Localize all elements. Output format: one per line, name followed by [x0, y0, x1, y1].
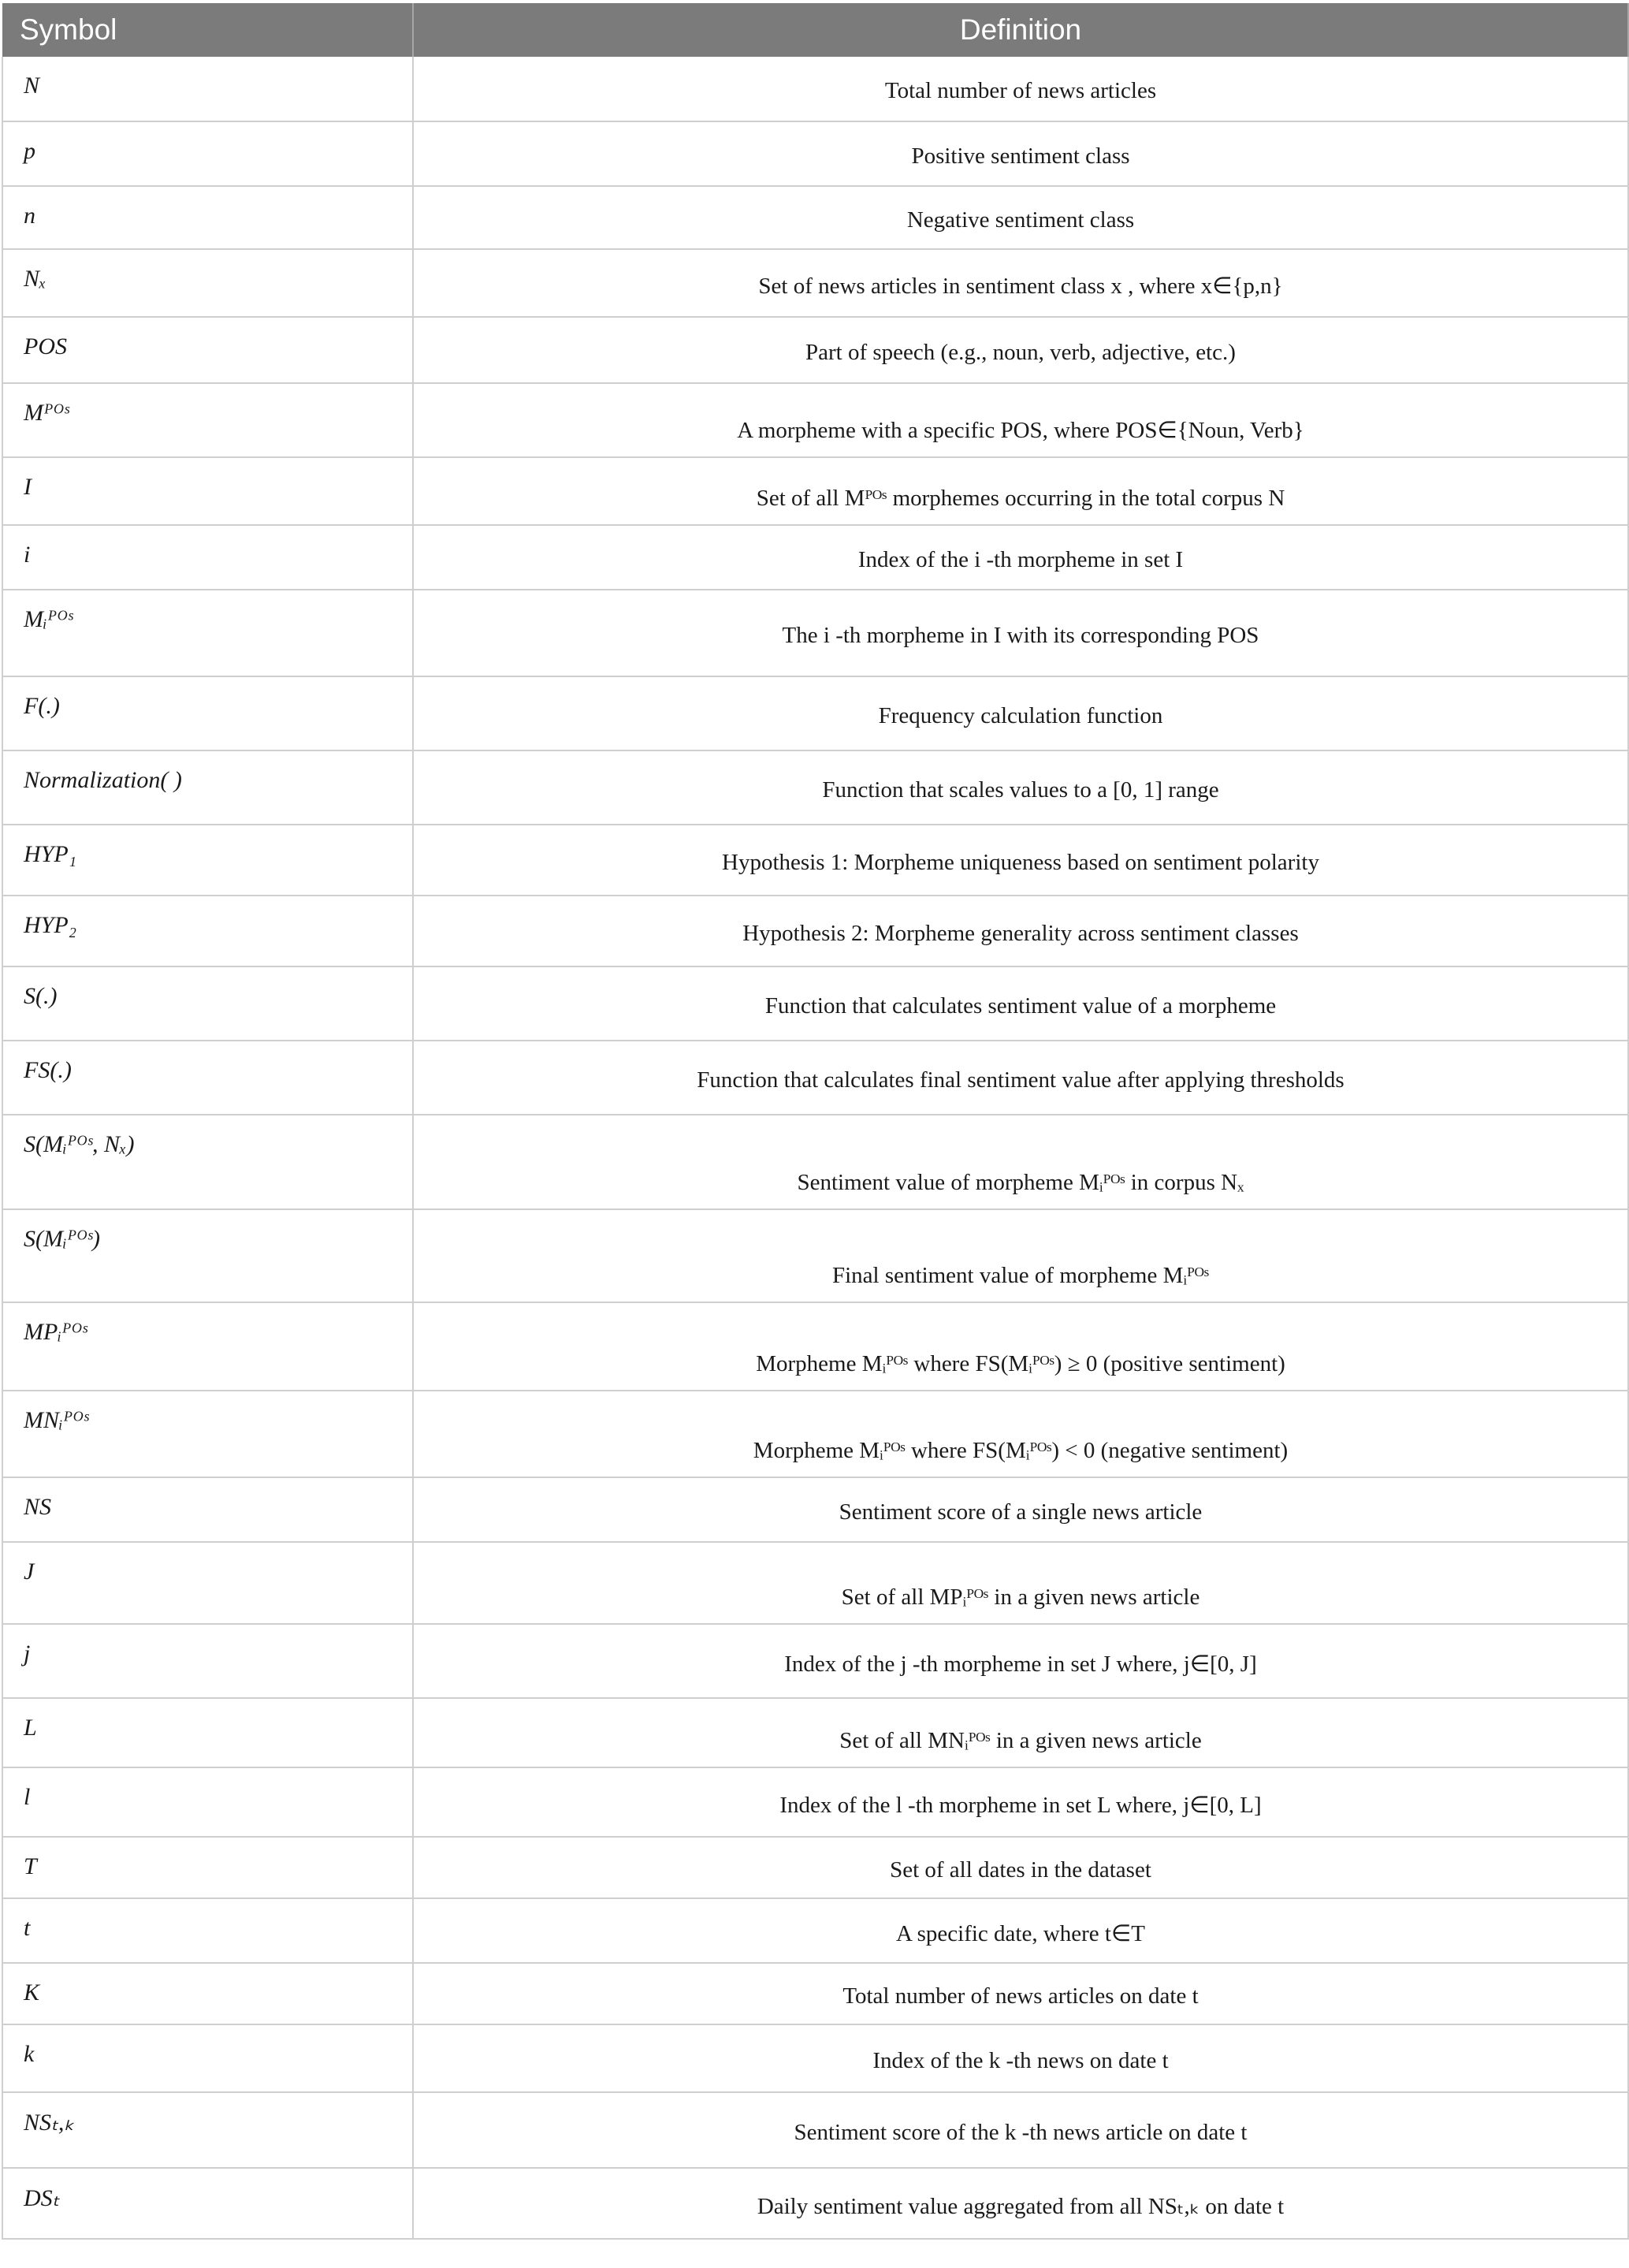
definition-cell: Negative sentiment class	[413, 186, 1628, 249]
definition-cell: Index of the j -th morpheme in set J where, j∈[0, J]	[413, 1624, 1628, 1698]
symbol-cell: Normalization( )	[2, 750, 413, 825]
definition-cell: Set of all Mᴾᴼˢ morphemes occurring in the total corpus N	[413, 457, 1628, 525]
symbol-cell: p	[2, 121, 413, 186]
definition-cell: Index of the i -th morpheme in set I	[413, 525, 1628, 590]
symbol-definition-table	[2, 3, 1629, 2240]
table-row	[2, 1698, 1628, 1767]
definition-cell: Set of all dates in the dataset	[413, 1837, 1628, 1898]
symbol-cell: S(Mᵢᴾᴼˢ, Nₓ)	[2, 1115, 413, 1209]
definition-cell: Morpheme Mᵢᴾᴼˢ where FS(Mᵢᴾᴼˢ) < 0 (negative sentiment)	[413, 1391, 1628, 1477]
definition-cell: A morpheme with a specific POS, where POS∈{Noun, Verb}	[413, 383, 1628, 457]
definition-cell: Set of all MNᵢᴾᴼˢ in a given news article	[413, 1698, 1628, 1767]
table-row	[2, 121, 1628, 186]
table-row	[2, 676, 1628, 750]
table-row	[2, 525, 1628, 590]
symbol-cell: t	[2, 1898, 413, 1963]
table-row	[2, 57, 1628, 121]
definition-cell: The i -th morpheme in I with its corresponding POS	[413, 590, 1628, 676]
definition-cell: Positive sentiment class	[413, 121, 1628, 186]
definition-cell: Sentiment score of the k -th news article on date t	[413, 2092, 1628, 2168]
symbol-cell: POS	[2, 317, 413, 383]
table-row	[2, 1837, 1628, 1898]
table-row	[2, 186, 1628, 249]
symbol-cell: I	[2, 457, 413, 525]
symbol-cell: FS(.)	[2, 1041, 413, 1115]
table-row	[2, 1209, 1628, 1302]
table-row	[2, 966, 1628, 1041]
definition-cell: Function that calculates sentiment value of a morpheme	[413, 966, 1628, 1041]
symbol-cell: NSₜ,ₖ	[2, 2092, 413, 2168]
table-body	[2, 57, 1628, 2239]
header-definition: Definition	[413, 3, 1628, 57]
table-row	[2, 1041, 1628, 1115]
definition-cell: Hypothesis 2: Morpheme generality across sentiment classes	[413, 896, 1628, 966]
definition-cell: Final sentiment value of morpheme Mᵢᴾᴼˢ	[413, 1209, 1628, 1302]
symbol-cell: k	[2, 2024, 413, 2092]
table-row	[2, 1391, 1628, 1477]
symbol-cell: J	[2, 1542, 413, 1624]
definition-cell: Hypothesis 1: Morpheme uniqueness based on sentiment polarity	[413, 825, 1628, 896]
table-row	[2, 1477, 1628, 1542]
table-row	[2, 1302, 1628, 1391]
definition-cell: Index of the k -th news on date t	[413, 2024, 1628, 2092]
symbol-cell: Nₓ	[2, 249, 413, 317]
definition-cell: Morpheme Mᵢᴾᴼˢ where FS(Mᵢᴾᴼˢ) ≥ 0 (positive sentiment)	[413, 1302, 1628, 1391]
table-row	[2, 750, 1628, 825]
symbol-cell: l	[2, 1767, 413, 1837]
table-row	[2, 1115, 1628, 1209]
symbol-cell: S(Mᵢᴾᴼˢ)	[2, 1209, 413, 1302]
table-row	[2, 317, 1628, 383]
definition-cell: Sentiment value of morpheme Mᵢᴾᴼˢ in corpus Nₓ	[413, 1115, 1628, 1209]
symbol-cell: n	[2, 186, 413, 249]
table-row	[2, 1898, 1628, 1963]
table-row	[2, 2168, 1628, 2239]
table-row	[2, 825, 1628, 896]
table-row	[2, 1542, 1628, 1624]
symbol-cell: Mᵢᴾᴼˢ	[2, 590, 413, 676]
table-row	[2, 896, 1628, 966]
header-symbol: Symbol	[2, 3, 413, 57]
symbol-cell: DSₜ	[2, 2168, 413, 2239]
definition-cell: Index of the l -th morpheme in set L where, j∈[0, L]	[413, 1767, 1628, 1837]
table-header-row	[2, 3, 1628, 57]
symbol-cell: HYP₂	[2, 896, 413, 966]
definition-cell: A specific date, where t∈T	[413, 1898, 1628, 1963]
table-row	[2, 2024, 1628, 2092]
table-row	[2, 1624, 1628, 1698]
symbol-cell: i	[2, 525, 413, 590]
definition-cell: Total number of news articles	[413, 57, 1628, 121]
symbol-cell: K	[2, 1963, 413, 2024]
symbol-cell: j	[2, 1624, 413, 1698]
table-row	[2, 383, 1628, 457]
symbol-cell: T	[2, 1837, 413, 1898]
table-row	[2, 590, 1628, 676]
table-row	[2, 1963, 1628, 2024]
definition-cell: Frequency calculation function	[413, 676, 1628, 750]
definition-cell: Function that scales values to a [0, 1] range	[413, 750, 1628, 825]
symbol-cell: L	[2, 1698, 413, 1767]
table-row	[2, 249, 1628, 317]
symbol-cell: Mᴾᴼˢ	[2, 383, 413, 457]
symbol-cell: S(.)	[2, 966, 413, 1041]
definition-cell: Total number of news articles on date t	[413, 1963, 1628, 2024]
symbol-cell: HYP₁	[2, 825, 413, 896]
definition-cell: Function that calculates final sentiment value after applying thresholds	[413, 1041, 1628, 1115]
table-row	[2, 457, 1628, 525]
definition-cell: Part of speech (e.g., noun, verb, adjective, etc.)	[413, 317, 1628, 383]
table-row	[2, 2092, 1628, 2168]
definition-cell: Daily sentiment value aggregated from all NSₜ,ₖ on date t	[413, 2168, 1628, 2239]
definition-cell: Sentiment score of a single news article	[413, 1477, 1628, 1542]
symbol-cell: MNᵢᴾᴼˢ	[2, 1391, 413, 1477]
table-row	[2, 1767, 1628, 1837]
symbol-cell: NS	[2, 1477, 413, 1542]
symbol-cell: MPᵢᴾᴼˢ	[2, 1302, 413, 1391]
definition-cell: Set of news articles in sentiment class x , where x∈{p,n}	[413, 249, 1628, 317]
symbol-cell: N	[2, 57, 413, 121]
symbol-cell: F(.)	[2, 676, 413, 750]
definition-cell: Set of all MPᵢᴾᴼˢ in a given news article	[413, 1542, 1628, 1624]
